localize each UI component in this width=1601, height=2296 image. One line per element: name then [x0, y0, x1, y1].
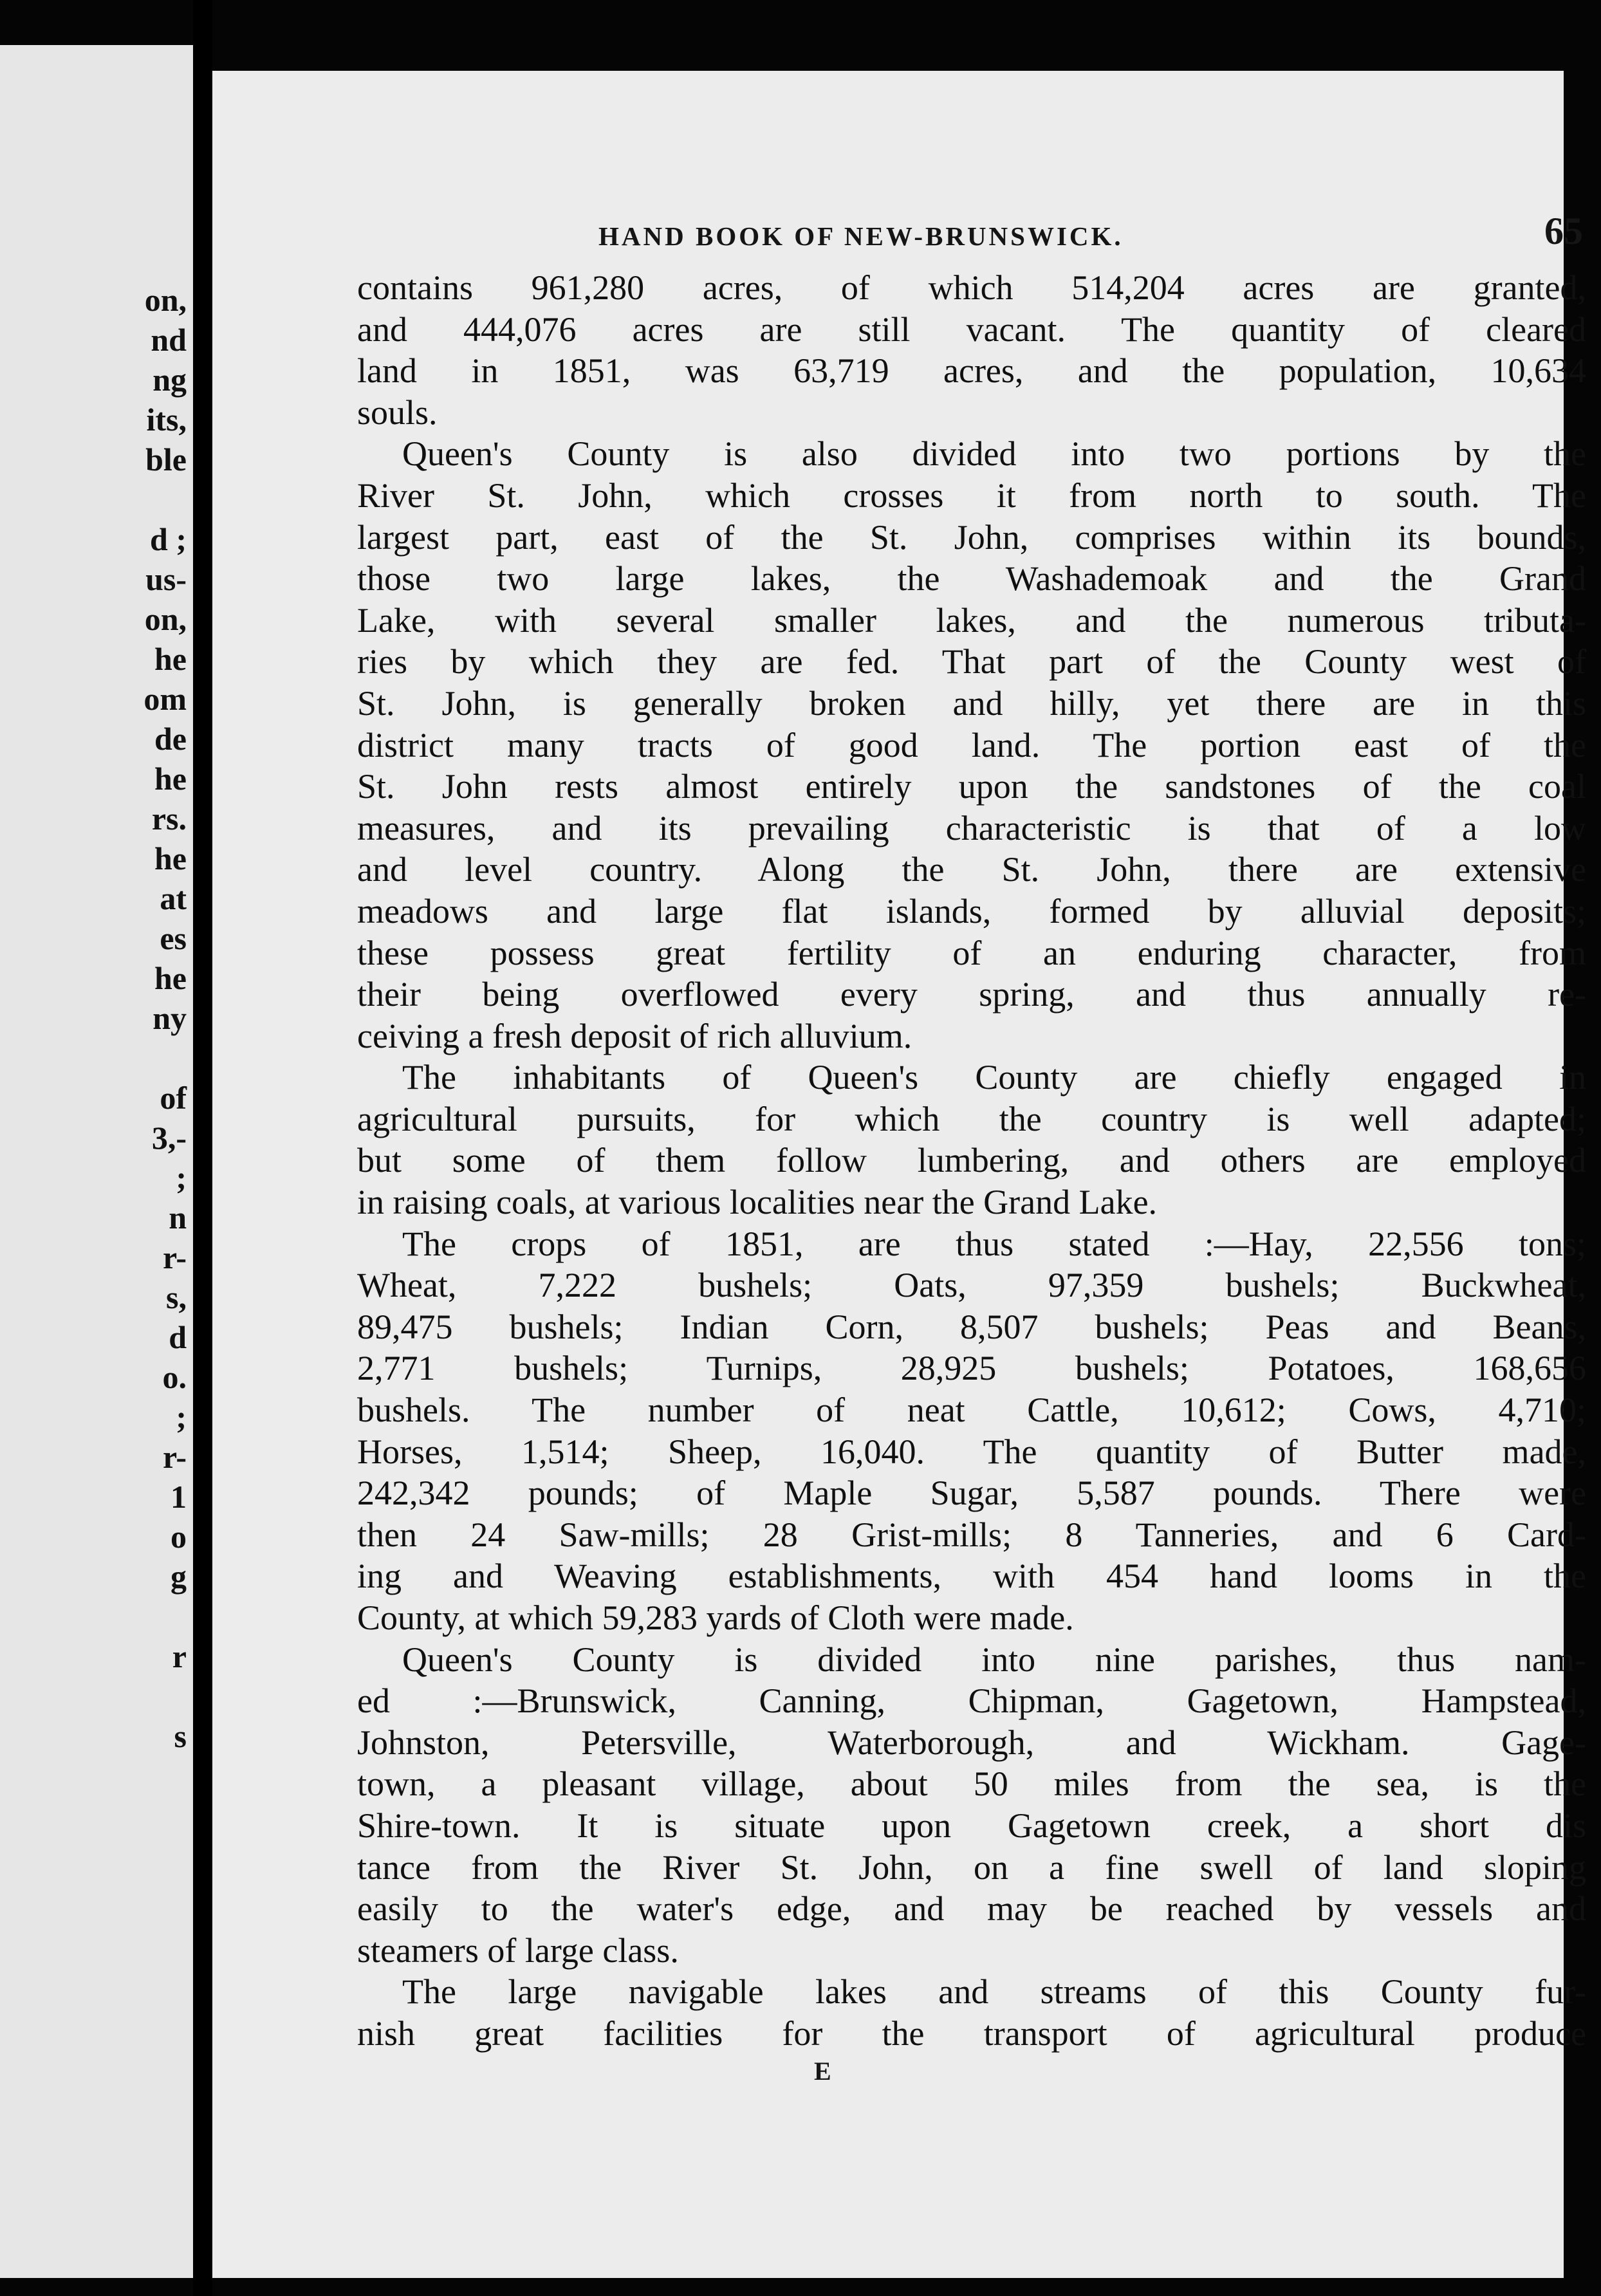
- previous-page-fragment: nd: [151, 322, 187, 358]
- text-line: in raising coals, at various localities near the Grand Lake.: [357, 1183, 1158, 1222]
- text-line: agricultural pursuits, for which the country is well adapted;: [357, 1099, 1586, 1138]
- previous-page-edge: [0, 45, 193, 2278]
- previous-page-fragment: ny: [153, 1000, 187, 1036]
- previous-page-fragment: ble: [145, 441, 187, 477]
- signature-mark: E: [814, 2057, 831, 2086]
- previous-page-fragment: he: [154, 641, 187, 677]
- text-line: largest part, east of the St. John, comprises within its bounds,: [357, 517, 1586, 557]
- text-line: their being overflowed every spring, and thus annually re-: [357, 975, 1586, 1014]
- previous-page-fragment: [0, 1676, 187, 1716]
- text-line: easily to the water's edge, and may be reached by vessels and: [357, 1889, 1586, 1929]
- text-line: and level country. Along the St. John, there are extensive: [357, 850, 1586, 889]
- previous-page-fragment: g: [171, 1559, 187, 1595]
- text-line: The large navigable lakes and streams of this County fur-: [402, 1972, 1586, 2012]
- previous-page-fragment: 1: [171, 1479, 187, 1515]
- previous-page-fragment: r: [172, 1638, 187, 1674]
- text-line: Lake, with several smaller lakes, and the numerous tributa-: [357, 600, 1586, 640]
- page-header: [598, 209, 1583, 267]
- text-line: River St. John, which crosses it from north to south. The: [357, 476, 1586, 515]
- text-line: souls.: [357, 393, 438, 432]
- text-line: town, a pleasant village, about 50 miles from the sea, is the: [357, 1764, 1586, 1804]
- text-line: Shire-town. It is situate upon Gagetown creek, a short dis: [357, 1806, 1586, 1845]
- previous-page-fragment: ;: [176, 1160, 187, 1196]
- previous-page-fragment: its,: [146, 402, 187, 438]
- text-line: The crops of 1851, are thus stated :—Hay, 22,556 tons;: [402, 1224, 1586, 1263]
- previous-page-fragment: r-: [163, 1439, 187, 1475]
- text-line: then 24 Saw-mills; 28 Grist-mills; 8 Tanneries, and 6 Card-: [357, 1515, 1586, 1554]
- text-line: 89,475 bushels; Indian Corn, 8,507 bushels; Peas and Beans,: [357, 1307, 1586, 1346]
- text-line: Johnston, Petersville, Waterborough, and Wickham. Gage-: [357, 1723, 1586, 1762]
- text-line: Horses, 1,514; Sheep, 16,040. The quantity of Butter made,: [357, 1432, 1586, 1471]
- previous-page-fragment: of: [160, 1080, 187, 1116]
- running-head: HAND BOOK OF NEW-BRUNSWICK.: [598, 221, 1124, 251]
- book-page: [212, 71, 1586, 2278]
- previous-page-fragment: rs.: [151, 801, 187, 837]
- text-line: these possess great fertility of an enduring character, from: [357, 933, 1586, 972]
- text-line: district many tracts of good land. The portion east of the: [357, 725, 1586, 764]
- previous-page-fragment: 3,-: [151, 1120, 187, 1156]
- previous-page-fragment: he: [154, 960, 187, 996]
- text-line: ing and Weaving establishments, with 454 hand looms in the: [357, 1557, 1586, 1596]
- previous-page-fragment: on,: [144, 282, 187, 318]
- text-line: meadows and large flat islands, formed by alluvial deposits;: [357, 891, 1586, 930]
- previous-page-fragment: at: [160, 880, 187, 916]
- previous-page-fragment: on,: [144, 601, 187, 637]
- body-text: [357, 267, 1586, 2055]
- text-line: but some of them follow lumbering, and others are employed: [357, 1141, 1586, 1180]
- previous-page-fragment: o.: [162, 1359, 187, 1395]
- text-line: The inhabitants of Queen's County are chiefly engaged in: [402, 1058, 1586, 1097]
- previous-page-fragment: [0, 1597, 187, 1636]
- text-line: ries by which they are fed. That part of the County west of: [357, 642, 1586, 681]
- text-line: those two large lakes, the Washademoak and the Grand: [357, 559, 1586, 598]
- previous-page-fragment: de: [154, 721, 187, 757]
- text-line: St. John, is generally broken and hilly, yet there are in this: [357, 683, 1586, 723]
- page-number: 65: [1544, 210, 1583, 252]
- text-line: Wheat, 7,222 bushels; Oats, 97,359 bushels; Buckwheat,: [357, 1266, 1586, 1305]
- previous-page-fragment: s: [174, 1718, 187, 1754]
- previous-page-fragment: he: [154, 761, 187, 797]
- text-line: and 444,076 acres are still vacant. The quantity of cleared: [357, 310, 1586, 349]
- text-line: 242,342 pounds; of Maple Sugar, 5,587 pounds. There were: [357, 1474, 1586, 1513]
- text-line: nish great facilities for the transport of agricultural produce: [357, 2014, 1586, 2053]
- previous-page-fragment: n: [169, 1199, 187, 1236]
- text-line: Queen's County is divided into nine parishes, thus nam-: [402, 1640, 1586, 1679]
- previous-page-fragment: us-: [145, 561, 187, 597]
- previous-page-fragment: d: [169, 1319, 187, 1355]
- text-line: contains 961,280 acres, of which 514,204 acres are granted,: [357, 268, 1586, 307]
- previous-page-fragment: o: [171, 1519, 187, 1555]
- previous-page-fragment: he: [154, 840, 187, 876]
- text-line: ceiving a fresh deposit of rich alluvium.: [357, 1016, 912, 1055]
- text-line: St. John rests almost entirely upon the sandstones of the coal: [357, 767, 1586, 806]
- previous-page-fragment: [0, 479, 187, 519]
- text-line: land in 1851, was 63,719 acres, and the population, 10,634: [357, 351, 1586, 391]
- previous-page-fragment: es: [160, 920, 187, 956]
- text-line: Queen's County is also divided into two portions by the: [402, 434, 1586, 474]
- text-line: bushels. The number of neat Cattle, 10,612; Cows, 4,710;: [357, 1391, 1586, 1430]
- previous-page-fragment: om: [143, 681, 187, 717]
- text-line: 2,771 bushels; Turnips, 28,925 bushels; Potatoes, 168,656: [357, 1349, 1586, 1388]
- previous-page-line-endings: [0, 280, 187, 1756]
- text-line: ed :—Brunswick, Canning, Chipman, Gagetown, Hampstead,: [357, 1681, 1586, 1721]
- previous-page-fragment: ;: [176, 1399, 187, 1435]
- previous-page-fragment: s,: [166, 1279, 187, 1315]
- text-line: County, at which 59,283 yards of Cloth were made.: [357, 1598, 1074, 1637]
- previous-page-fragment: r-: [163, 1239, 187, 1275]
- text-line: tance from the River St. John, on a fine swell of land sloping: [357, 1847, 1586, 1887]
- text-line: measures, and its prevailing characteristic is that of a low: [357, 808, 1586, 847]
- previous-page-fragment: d ;: [150, 521, 187, 557]
- previous-page-fragment: ng: [153, 362, 187, 398]
- book-gutter: [193, 0, 212, 2296]
- text-line: steamers of large class.: [357, 1930, 679, 1970]
- previous-page-fragment: [0, 1038, 187, 1078]
